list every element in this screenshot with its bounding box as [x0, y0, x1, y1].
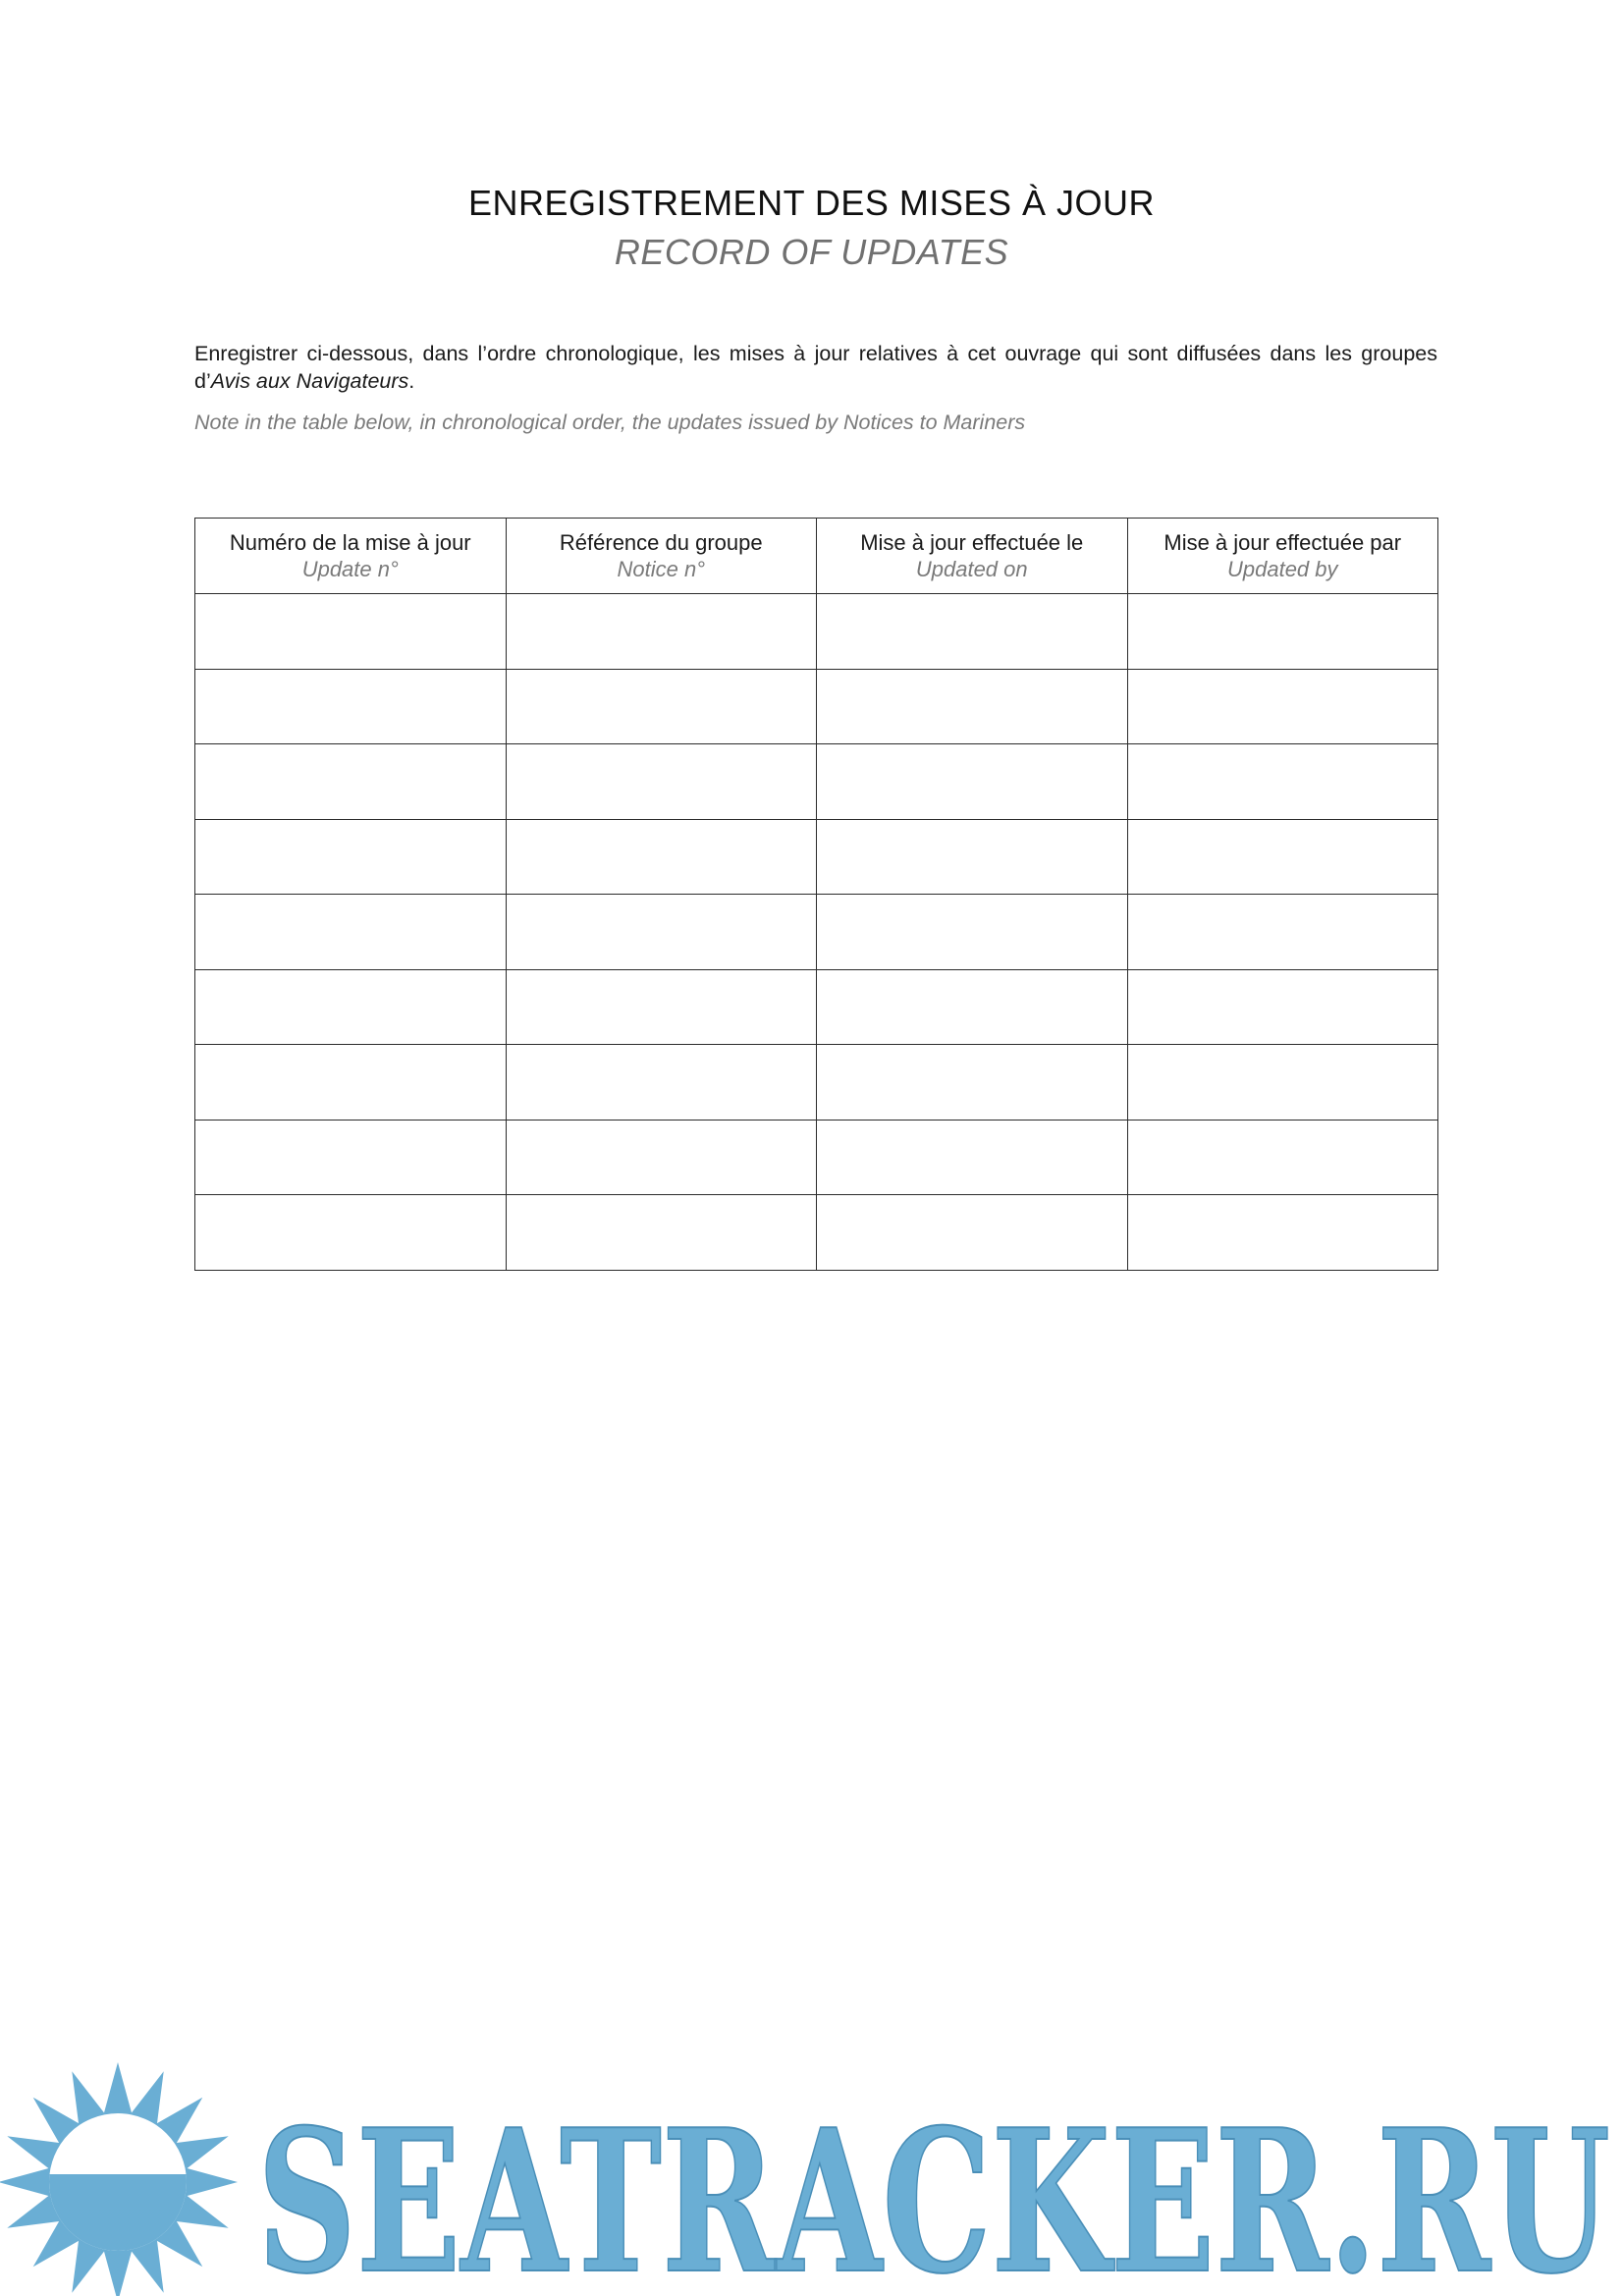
table-cell[interactable]	[1127, 669, 1438, 744]
intro-french-italic: Avis aux Navigateurs	[210, 369, 409, 393]
intro-french-suffix: .	[408, 369, 415, 393]
table-cell[interactable]	[1127, 895, 1438, 970]
table-cell[interactable]	[1127, 1120, 1438, 1195]
table-cell[interactable]	[506, 895, 817, 970]
table-cell[interactable]	[1127, 1195, 1438, 1271]
column-header-label: Mise à jour effectuée par	[1163, 530, 1402, 555]
column-header-label: Référence du groupe	[559, 530, 763, 555]
table-cell[interactable]	[506, 744, 817, 820]
table-cell[interactable]	[506, 1195, 817, 1271]
table-cell[interactable]	[506, 819, 817, 895]
table-row	[195, 1120, 1438, 1195]
table-cell[interactable]	[817, 594, 1128, 670]
table-cell[interactable]	[817, 744, 1128, 820]
sun-icon	[0, 2062, 238, 2296]
column-header-label-en: Update n°	[301, 557, 399, 581]
column-header-updated-by	[1127, 519, 1438, 594]
table-body	[195, 594, 1438, 1271]
table-cell[interactable]	[817, 1120, 1128, 1195]
table-row	[195, 669, 1438, 744]
table-row	[195, 969, 1438, 1045]
table-row	[195, 1045, 1438, 1121]
table-cell[interactable]	[817, 819, 1128, 895]
table-cell[interactable]	[1127, 594, 1438, 670]
table-header-row	[195, 519, 1438, 594]
table-cell[interactable]	[506, 1045, 817, 1121]
watermark-text: SEATRACKER.RU	[257, 2087, 1610, 2296]
table-row	[195, 819, 1438, 895]
table-row	[195, 744, 1438, 820]
table-row	[195, 895, 1438, 970]
column-header-notice-number	[506, 519, 817, 594]
watermark-logo	[0, 2052, 1623, 2296]
table-cell[interactable]	[1127, 969, 1438, 1045]
table-cell[interactable]	[506, 594, 817, 670]
column-header-label-en: Updated by	[1226, 557, 1338, 581]
table-cell[interactable]	[195, 1120, 507, 1195]
column-header-label: Mise à jour effectuée le	[860, 530, 1084, 555]
updates-table	[194, 518, 1438, 1271]
table-cell[interactable]	[817, 1045, 1128, 1121]
table-row	[195, 1195, 1438, 1271]
table-cell[interactable]	[817, 895, 1128, 970]
intro-french	[194, 340, 1437, 395]
column-header-update-number	[195, 519, 507, 594]
page-title: ENREGISTREMENT DES MISES À JOUR	[468, 183, 1155, 223]
table-cell[interactable]	[195, 669, 507, 744]
table-cell[interactable]	[195, 1045, 507, 1121]
table-cell[interactable]	[817, 1195, 1128, 1271]
table-cell[interactable]	[506, 969, 817, 1045]
column-header-label: Numéro de la mise à jour	[229, 530, 471, 555]
table-cell[interactable]	[506, 1120, 817, 1195]
table-cell[interactable]	[817, 669, 1128, 744]
table-cell[interactable]	[195, 969, 507, 1045]
table-cell[interactable]	[1127, 1045, 1438, 1121]
table-cell[interactable]	[1127, 744, 1438, 820]
table-cell[interactable]	[506, 669, 817, 744]
column-header-label-en: Updated on	[915, 557, 1028, 581]
table-cell[interactable]	[1127, 819, 1438, 895]
column-header-label-en: Notice n°	[617, 557, 705, 581]
table-cell[interactable]	[195, 819, 507, 895]
table-cell[interactable]	[195, 594, 507, 670]
table-cell[interactable]	[195, 895, 507, 970]
table-cell[interactable]	[195, 1195, 507, 1271]
table-row	[195, 594, 1438, 670]
page-subtitle: RECORD OF UPDATES	[614, 232, 1009, 272]
column-header-updated-on	[817, 519, 1128, 594]
intro-french-text: Enregistrer ci-dessous, dans l’ordre chronologique, les mises à jour relatives à cet ouvrage qui sont diffusées dans les groupes d’	[194, 342, 1437, 393]
table-cell[interactable]	[195, 744, 507, 820]
table-cell[interactable]	[817, 969, 1128, 1045]
intro-english: Note in the table below, in chronological order, the updates issued by Notices to Mariners	[194, 410, 1026, 434]
